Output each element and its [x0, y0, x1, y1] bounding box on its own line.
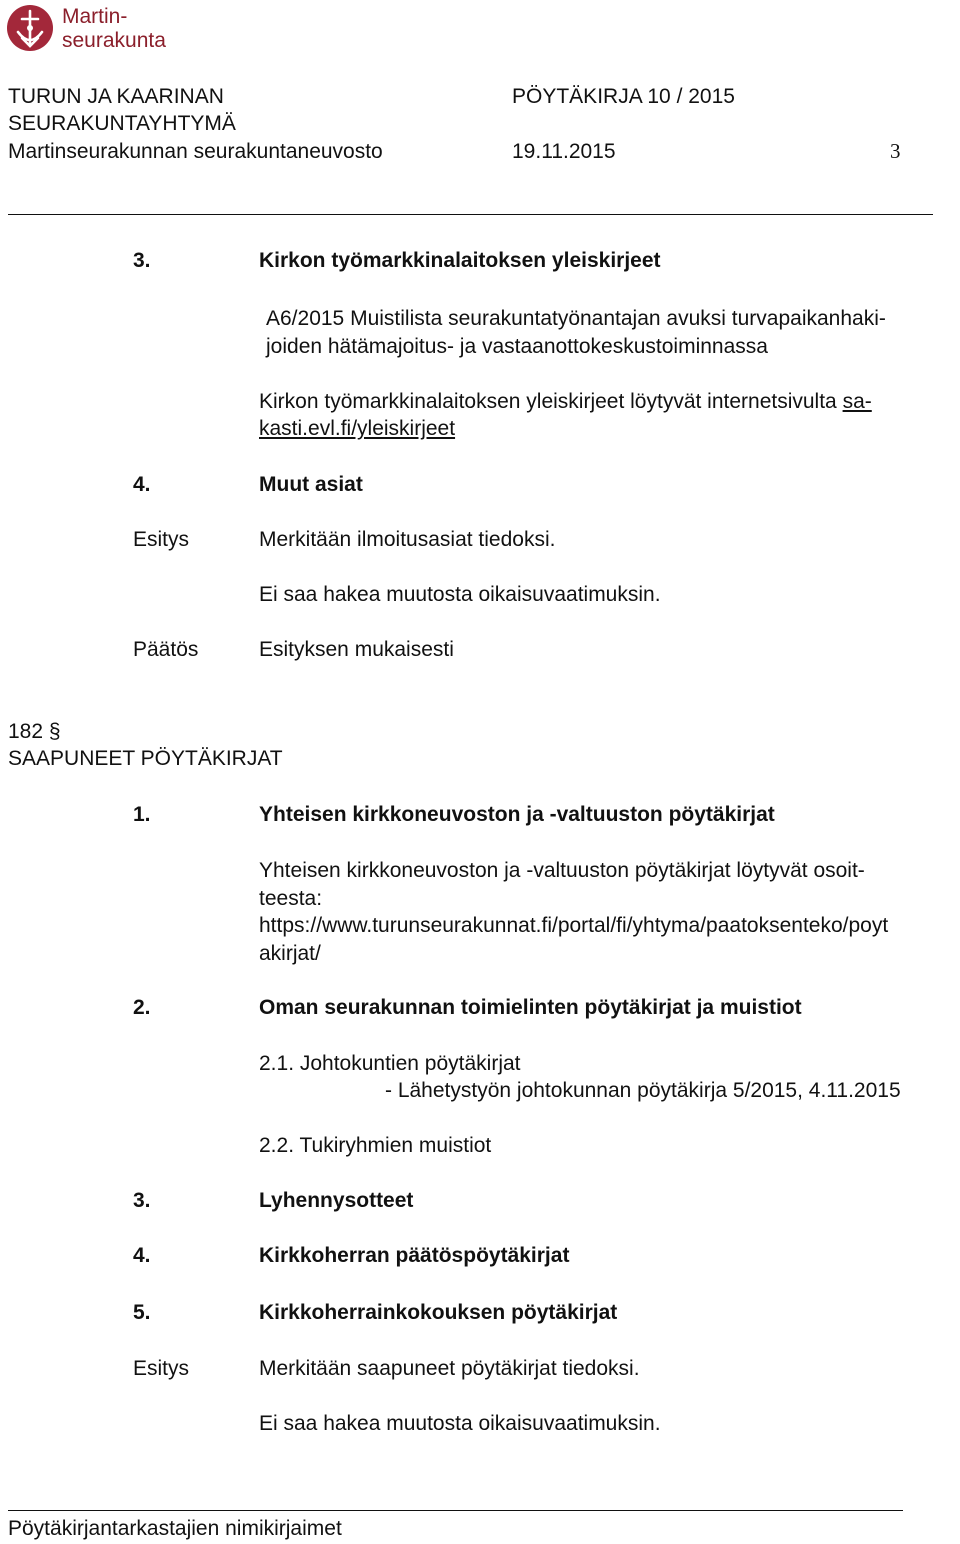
section-title: SAAPUNEET PÖYTÄKIRJAT: [8, 747, 283, 770]
subsection-1-number: 1.: [133, 803, 151, 826]
subsection-2-2: 2.2. Tukiryhmien muistiot: [259, 1134, 492, 1157]
subsection-4-title: Kirkkoherran päätöspöytäkirjat: [259, 1244, 570, 1267]
item-3-number: 3.: [133, 249, 151, 272]
subsection-5-title: Kirkkoherrainkokouksen pöytäkirjat: [259, 1301, 618, 1324]
subsection-1-text-line-2: teesta:: [259, 887, 323, 910]
section-number-value: 182: [8, 720, 44, 743]
header-date: 19.11.2015: [512, 140, 616, 163]
subsection-3-title: Lyhennysotteet: [259, 1189, 414, 1212]
paatos-text: Esityksen mukaisesti: [259, 638, 454, 661]
organization-logo: [6, 2, 186, 54]
subsection-3-number: 3.: [133, 1189, 151, 1212]
appeal-notice: Ei saa hakea muutosta oikaisuvaatimuksin.: [259, 583, 661, 606]
section-number: [8, 719, 61, 744]
item-4-title: Muut asiat: [259, 473, 363, 496]
subsection-2-title: Oman seurakunnan toimielinten pöytäkirjat ja muistiot: [259, 996, 802, 1019]
header-org-line-2: SEURAKUNTAYHTYMÄ: [8, 112, 236, 135]
subsection-5-number: 5.: [133, 1301, 151, 1324]
yleiskirjeet-link-part-2[interactable]: kasti.evl.fi/yleiskirjeet: [259, 417, 456, 440]
esitys-label-2: Esitys: [133, 1357, 190, 1380]
info-paragraph: [259, 389, 872, 414]
item-4-number: 4.: [133, 473, 151, 496]
esitys-label: Esitys: [133, 528, 190, 551]
footer-divider: [8, 1510, 903, 1511]
subsection-1-text-line-1: Yhteisen kirkkoneuvoston ja -valtuuston pöytäkirjat löytyvät osoit-: [259, 859, 865, 882]
subsection-2-1: 2.1. Johtokuntien pöytäkirjat: [259, 1052, 521, 1075]
header-divider: [8, 214, 933, 215]
section-symbol: §: [48, 720, 61, 743]
memo-line-2: joiden hätämajoitus- ja vastaanottokeskustoiminnassa: [266, 335, 768, 358]
logo-line-1: Martin-: [62, 5, 128, 28]
cross-emblem-icon: [6, 2, 54, 54]
esitys-text: Merkitään ilmoitusasiat tiedoksi.: [259, 528, 556, 551]
subsection-4-number: 4.: [133, 1244, 151, 1267]
pk-url-line-1: https://www.turunseurakunnat.fi/portal/fi/yhtyma/paatoksenteko/poyt: [259, 914, 889, 937]
header-document-title: PÖYTÄKIRJA 10 / 2015: [512, 85, 735, 108]
subsection-1-title: Yhteisen kirkkoneuvoston ja -valtuuston pöytäkirjat: [259, 803, 775, 826]
appeal-notice-2: Ei saa hakea muutosta oikaisuvaatimuksin.: [259, 1412, 661, 1435]
subsection-2-number: 2.: [133, 996, 151, 1019]
paatos-label: Päätös: [133, 638, 199, 661]
logo-line-2: seurakunta: [62, 29, 166, 52]
yleiskirjeet-link-part-1[interactable]: sa-: [842, 390, 872, 413]
footer-initials-label: Pöytäkirjantarkastajien nimikirjaimet: [8, 1517, 342, 1540]
pk-url-line-2: akirjat/: [259, 942, 321, 965]
item-3-title: Kirkon työmarkkinalaitoksen yleiskirjeet: [259, 249, 661, 272]
subsection-2-1-item: - Lähetystyön johtokunnan pöytäkirja 5/2015, 4.11.2015: [385, 1079, 901, 1102]
memo-line-1: A6/2015 Muistilista seurakuntatyönantajan avuksi turvapaikanhaki-: [266, 307, 886, 330]
header-body-name: Martinseurakunnan seurakuntaneuvosto: [8, 140, 383, 163]
header-page-number: 3: [890, 139, 901, 163]
info-text: Kirkon työmarkkinalaitoksen yleiskirjeet löytyvät internetsivulta: [259, 390, 843, 413]
header-org-line-1: TURUN JA KAARINAN: [8, 85, 224, 108]
esitys-text-2: Merkitään saapuneet pöytäkirjat tiedoksi.: [259, 1357, 640, 1380]
